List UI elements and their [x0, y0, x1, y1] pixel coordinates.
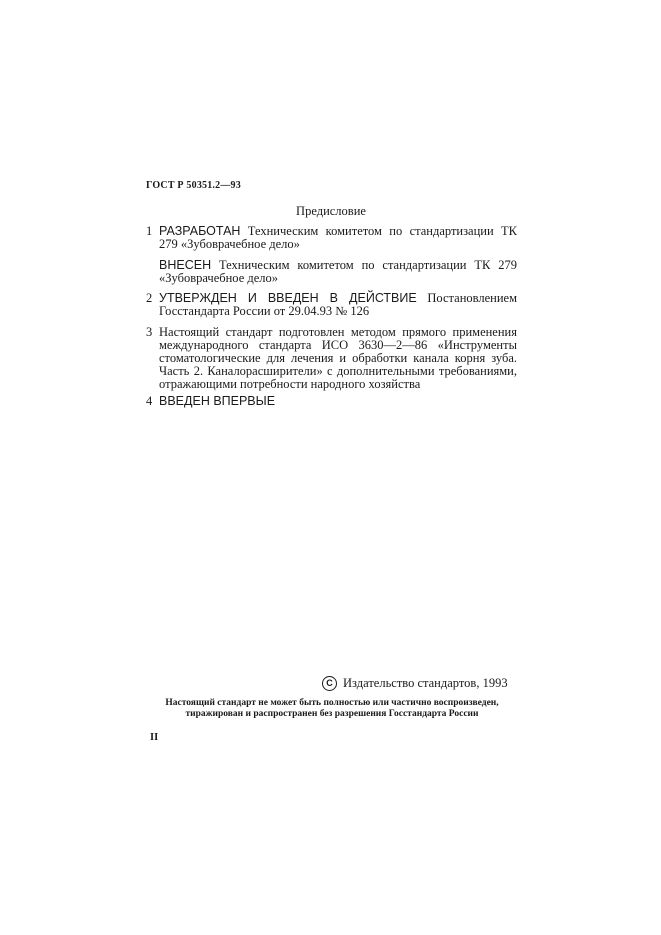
document-code: ГОСТ Р 50351.2—93 — [146, 180, 241, 191]
foreword-subitem-submitted — [159, 259, 517, 285]
item-lead: РАЗРАБОТАН — [159, 224, 241, 238]
item-number: 1 — [146, 224, 153, 238]
reproduction-notice: Настоящий стандарт не может быть полностью или частично воспроизведен, тиражирован и распространен без разрешения Госстандарта России — [165, 698, 499, 719]
foreword-item-4 — [146, 395, 517, 408]
item-number: 4 — [146, 394, 153, 408]
copyright-icon: C — [322, 676, 337, 691]
item-lead: УТВЕРЖДЕН И ВВЕДЕН В ДЕЙСТВИЕ — [159, 291, 417, 305]
copyright-line — [322, 676, 508, 691]
item-body — [159, 225, 517, 251]
foreword-item-3 — [146, 326, 517, 391]
copyright-text: Издательство стандартов, 1993 — [343, 676, 508, 690]
item-number: 2 — [146, 291, 153, 305]
foreword-item-1 — [146, 225, 517, 251]
item-lead: ВНЕСЕН — [159, 258, 212, 272]
foreword-item-2 — [146, 292, 517, 318]
item-text: Настоящий стандарт подготовлен методом прямого применения международного стандарта ИСО 3630—2—86 «Инструменты стоматологические для лечения и обработки канала корня зуба. Часть 2. Каналорасширители» с дополнительными требованиями, отражающими потребности народного хозяйства — [159, 325, 517, 391]
item-text: Техническим комитетом по стандартизации ТК 279 «Зубоврачебное дело» — [159, 224, 517, 251]
item-body — [159, 326, 517, 391]
page-number: II — [150, 732, 159, 743]
item-body — [159, 395, 517, 408]
item-body — [159, 292, 517, 318]
section-heading: Предисловие — [296, 204, 366, 218]
item-lead: ВВЕДЕН ВПЕРВЫЕ — [159, 394, 276, 408]
item-text: Техническим комитетом по стандартизации ТК 279 «Зубоврачебное дело» — [159, 258, 517, 285]
item-number: 3 — [146, 325, 153, 339]
item-text: Постановлением Госстандарта России от 29.04.93 № 126 — [159, 291, 517, 318]
